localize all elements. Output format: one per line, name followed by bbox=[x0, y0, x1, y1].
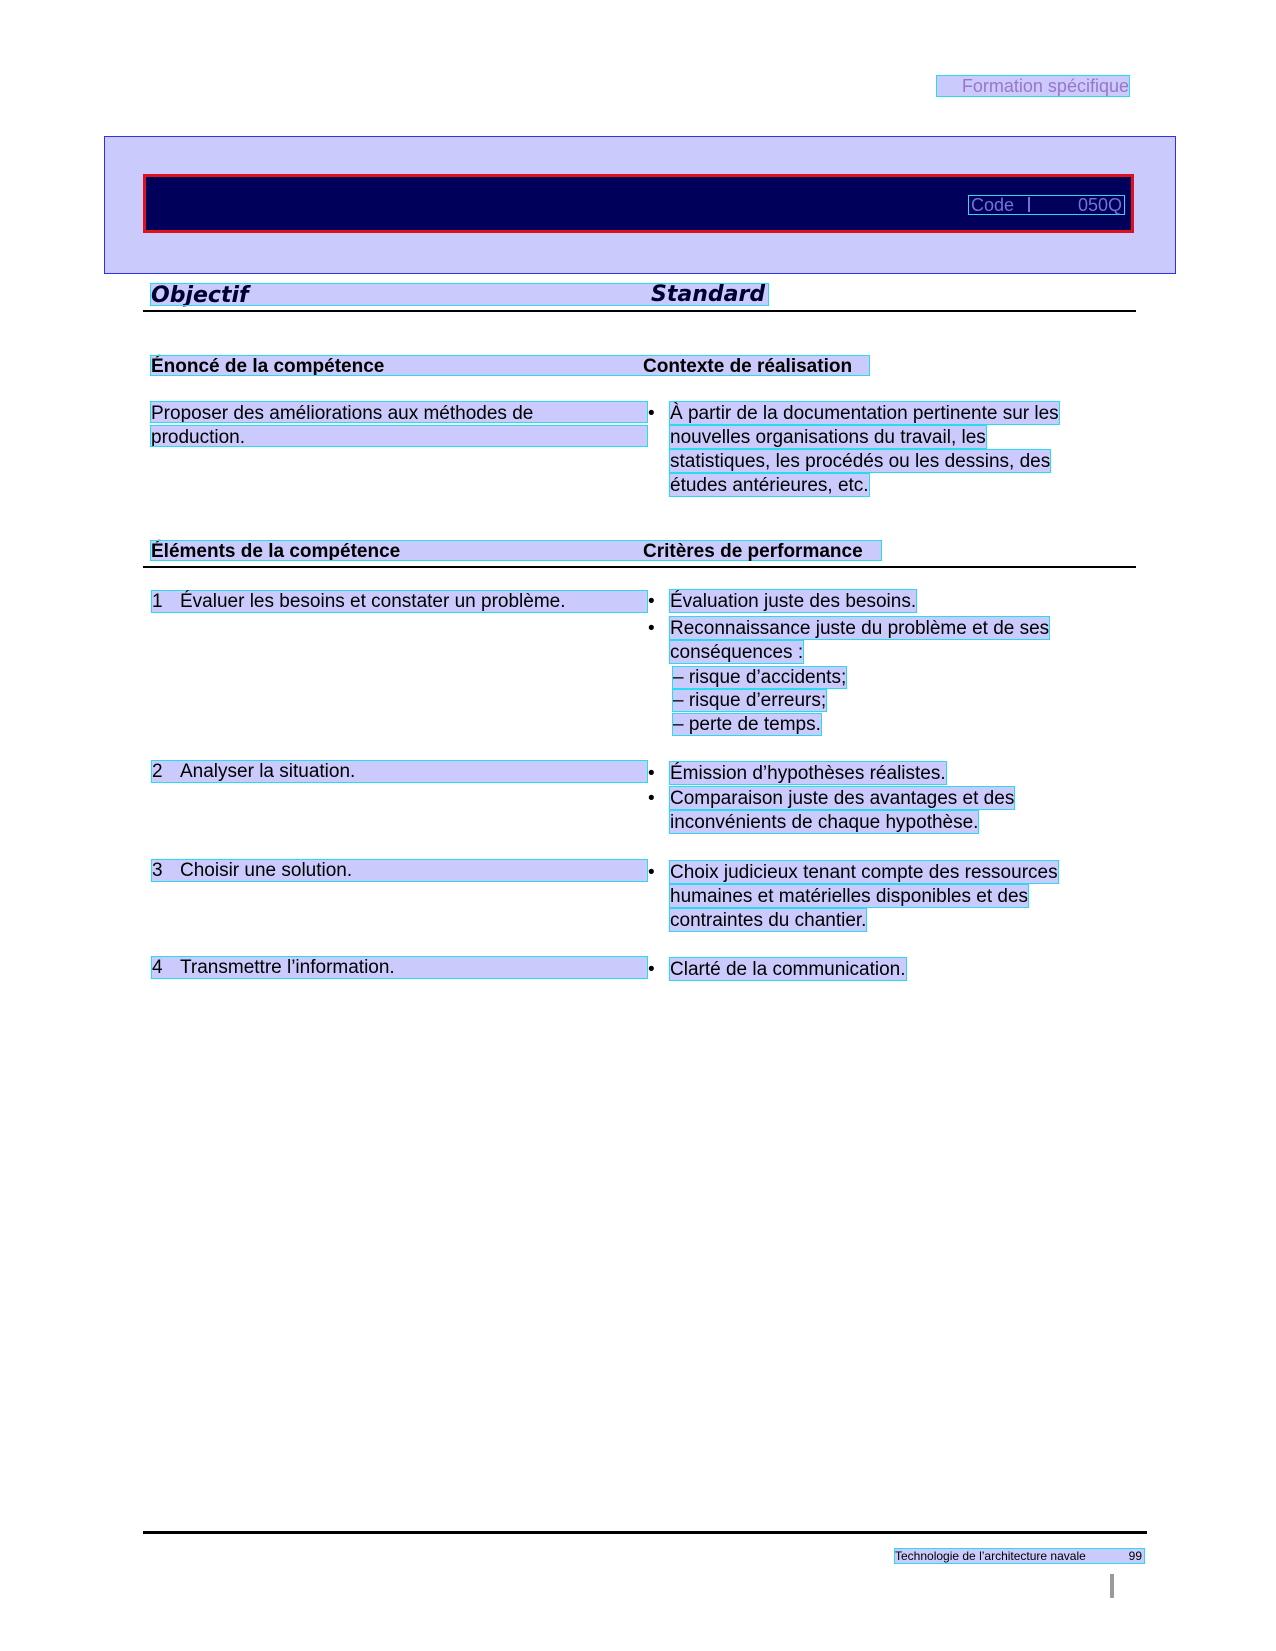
sub-item-text: risque d’accidents; bbox=[688, 667, 847, 688]
footer bbox=[895, 1549, 1144, 1563]
criterion-line: Comparaison juste des avantages et des bbox=[670, 788, 1015, 809]
sub-item bbox=[673, 690, 826, 711]
criterion-line: conséquences : bbox=[670, 642, 804, 663]
bullet-mark: • bbox=[648, 788, 655, 809]
enonce-line-1: Proposer des améliorations aux méthodes de bbox=[151, 402, 647, 422]
element-number: 1 bbox=[152, 591, 163, 612]
contexte-line: nouvelles organisations du travail, les bbox=[670, 427, 986, 448]
element-item-1 bbox=[152, 591, 647, 612]
criterion-line: contraintes du chantier. bbox=[670, 910, 867, 931]
contexte-line: À partir de la documentation pertinente sur les bbox=[670, 403, 1059, 424]
element-item-2 bbox=[152, 761, 647, 782]
element-number: 3 bbox=[152, 860, 163, 881]
elements-label: Éléments de la compétence bbox=[151, 541, 401, 562]
contexte-line: études antérieures, etc. bbox=[670, 475, 869, 496]
margin-bar bbox=[1110, 1574, 1114, 1598]
dash-mark: – bbox=[673, 667, 684, 688]
criterion-line: Émission d’hypothèses réalistes. bbox=[670, 763, 946, 784]
criterion-line: Clarté de la communication. bbox=[670, 959, 906, 980]
contexte-line: statistiques, les procédés ou les dessins, des bbox=[670, 451, 1051, 472]
criterion-line: humaines et matérielles disponibles et des bbox=[670, 886, 1029, 907]
elements-rule bbox=[143, 566, 1136, 568]
sub-item bbox=[673, 667, 846, 688]
page-number: 99 bbox=[1128, 1549, 1142, 1563]
section-rule bbox=[143, 310, 1136, 312]
banner bbox=[104, 136, 1176, 274]
element-text: Choisir une solution. bbox=[180, 860, 353, 881]
bullet-mark: • bbox=[648, 959, 655, 980]
criteres-label: Critères de performance bbox=[643, 541, 863, 562]
title-bar bbox=[143, 174, 1134, 233]
code-label: Code bbox=[971, 195, 1015, 215]
element-number: 4 bbox=[152, 957, 163, 978]
contexte-label: Contexte de réalisation bbox=[643, 356, 853, 377]
footer-title: Technologie de l’architecture navale bbox=[895, 1549, 1086, 1563]
bullet-mark: • bbox=[648, 403, 655, 424]
enonce-line-2: production. bbox=[151, 426, 647, 446]
enonce-label: Énoncé de la compétence bbox=[151, 356, 385, 377]
element-text: Transmettre l’information. bbox=[180, 957, 395, 978]
bullet-mark: • bbox=[648, 763, 655, 784]
sub-item bbox=[673, 714, 821, 735]
code-separator bbox=[1028, 197, 1030, 212]
dash-mark: – bbox=[673, 690, 684, 711]
header-label: Formation spécifique bbox=[937, 76, 1129, 96]
code-box bbox=[968, 195, 1125, 215]
dash-mark: – bbox=[673, 714, 684, 735]
element-text: Analyser la situation. bbox=[180, 761, 356, 782]
bullet-mark: • bbox=[648, 618, 655, 639]
bullet-mark: • bbox=[648, 591, 655, 612]
criterion-line: inconvénients de chaque hypothèse. bbox=[670, 812, 979, 833]
element-item-4 bbox=[152, 957, 647, 978]
footer-rule bbox=[143, 1531, 1147, 1534]
section-standard: Standard bbox=[651, 282, 766, 307]
bullet-mark: • bbox=[648, 862, 655, 883]
element-text: Évaluer les besoins et constater un problème. bbox=[180, 591, 566, 612]
element-number: 2 bbox=[152, 761, 163, 782]
criterion-line: Choix judicieux tenant compte des ressources bbox=[670, 862, 1058, 883]
sub-item-text: risque d’erreurs; bbox=[688, 690, 827, 711]
element-item-3 bbox=[152, 860, 647, 881]
sub-item-text: perte de temps. bbox=[688, 714, 821, 735]
code-value: 050Q bbox=[1077, 195, 1122, 215]
section-objectif: Objectif bbox=[151, 283, 249, 308]
criterion-line: Évaluation juste des besoins. bbox=[670, 591, 917, 612]
criterion-line: Reconnaissance juste du problème et de ses bbox=[670, 618, 1050, 639]
